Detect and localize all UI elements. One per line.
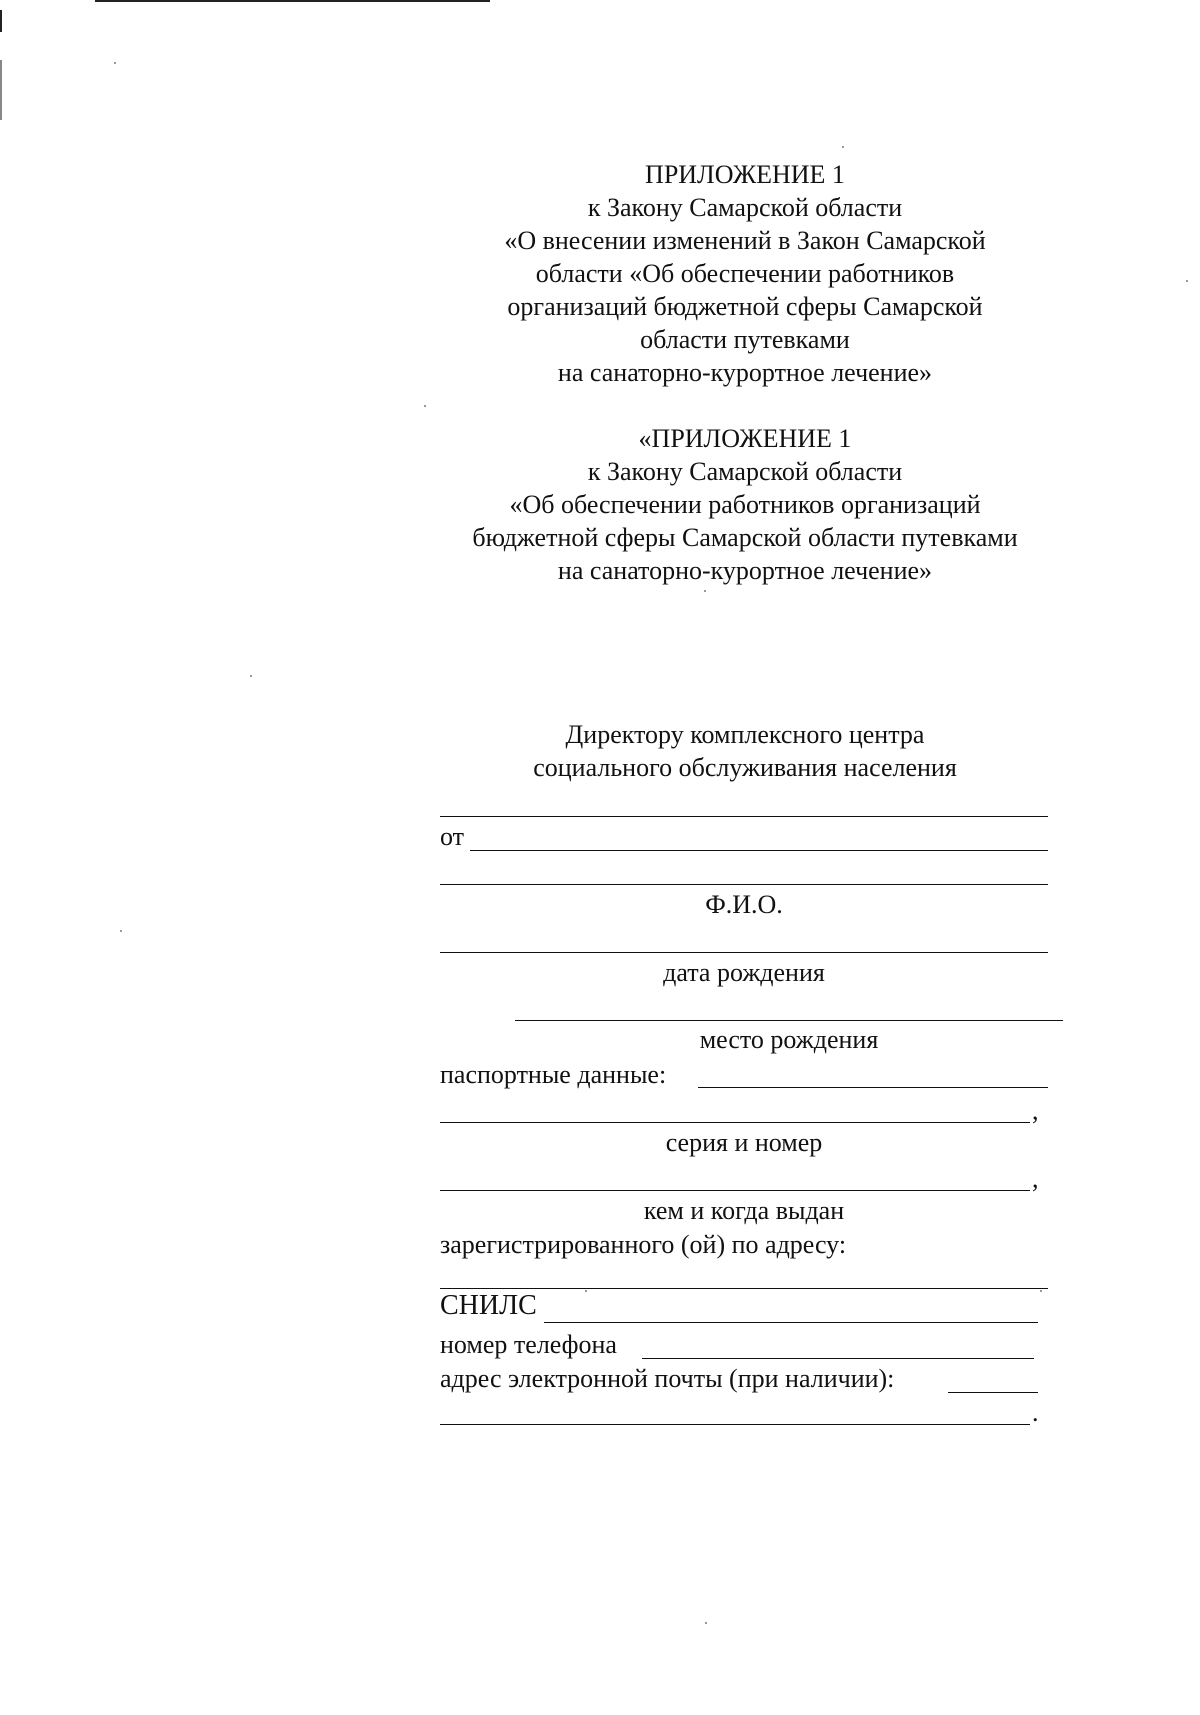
header-line: «ПРИЛОЖЕНИЕ 1 [638, 424, 852, 453]
issued-caption: кем и когда выдан [643, 1196, 845, 1225]
from-input-line[interactable] [470, 850, 1048, 851]
addressee-blank-line [440, 816, 1048, 817]
header-line: области «Об обеспечении работников [535, 259, 955, 288]
header-line: «Об обеспечении работников организаций [509, 490, 981, 519]
email-period: . [1032, 1398, 1039, 1427]
from-label: от [440, 822, 465, 851]
header-line: организаций бюджетной сферы Самарской [507, 292, 983, 321]
birth-date-caption: дата рождения [663, 958, 825, 987]
passport-label: паспортные данные: [440, 1060, 667, 1089]
addressee-line: Директору комплексного центра [565, 720, 925, 749]
fio-caption: Ф.И.О. [705, 890, 783, 919]
fio-input-line[interactable] [440, 884, 1048, 885]
header-line: бюджетной сферы Самарской области путевками [472, 523, 1018, 552]
address-input-line[interactable] [440, 1288, 1048, 1289]
header-line: на санаторно-курортное лечение» [557, 358, 933, 387]
header-line: области путевками [640, 325, 850, 354]
birth-place-input-line[interactable] [515, 1020, 1063, 1021]
scan-edge-mark [0, 60, 2, 120]
registered-label: зарегистрированного (ой) по адресу: [440, 1230, 847, 1259]
series-caption: серия и номер [665, 1128, 823, 1157]
scan-speck [424, 405, 426, 407]
email-continuation-line[interactable] [440, 1424, 1030, 1425]
header-line: «О внесении изменений в Закон Самарской [504, 226, 986, 255]
snils-label: СНИЛС [440, 1290, 537, 1321]
issued-comma: , [1032, 1164, 1039, 1193]
series-comma: , [1032, 1096, 1039, 1125]
scan-edge-line [95, 0, 490, 2]
addressee-line: социального обслуживания населения [533, 753, 957, 782]
header-line: к Закону Самарской области [587, 193, 903, 222]
birth-place-caption: место рождения [699, 1025, 879, 1054]
header-line: на санаторно-курортное лечение» [557, 556, 933, 585]
series-input-line[interactable] [440, 1122, 1030, 1123]
issued-input-line[interactable] [440, 1190, 1030, 1191]
passport-input-line[interactable] [698, 1087, 1048, 1088]
phone-label: номер телефона [440, 1330, 617, 1359]
header-line: ПРИЛОЖЕНИЕ 1 [645, 160, 845, 189]
scan-speck [120, 930, 122, 932]
scan-speck [250, 675, 252, 677]
email-input-line[interactable] [948, 1392, 1038, 1393]
birth-date-input-line[interactable] [440, 952, 1048, 953]
header-line: к Закону Самарской области [587, 457, 903, 486]
scan-edge-mark [0, 10, 2, 32]
scan-speck [1186, 280, 1188, 282]
snils-input-line[interactable] [544, 1322, 1038, 1323]
email-label: адрес электронной почты (при наличии): [440, 1364, 895, 1393]
phone-input-line[interactable] [642, 1358, 1034, 1359]
applicant-form [440, 0, 1050, 1715]
scan-speck [114, 62, 116, 64]
